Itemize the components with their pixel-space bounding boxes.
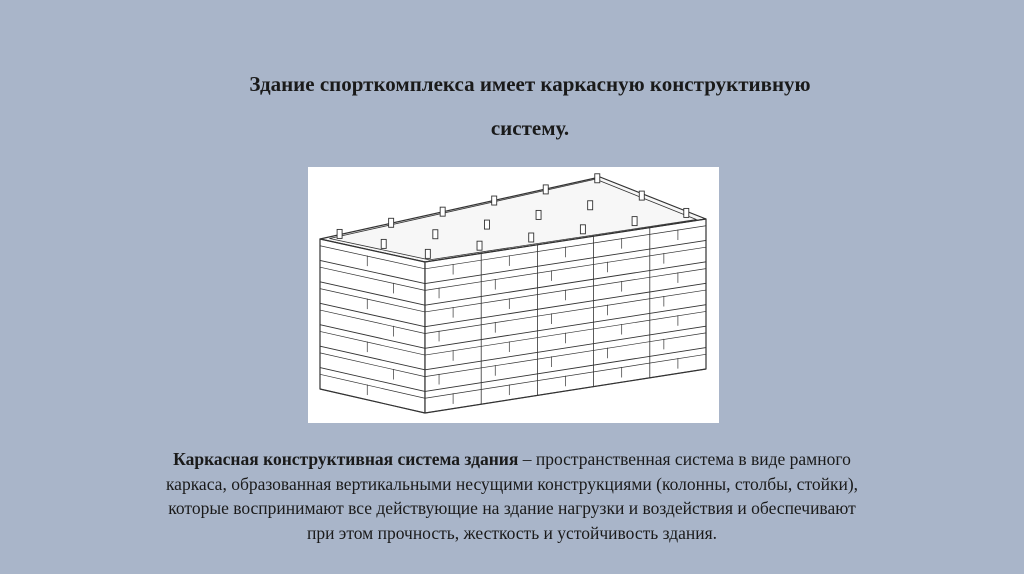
slide-title-line-2: систему. [490, 116, 570, 140]
definition-paragraph [60, 447, 964, 545]
column-stub [536, 210, 541, 219]
slide-title [120, 62, 940, 150]
column-stub [484, 220, 489, 229]
building-frame-figure [308, 167, 719, 423]
slide-title-line-1: Здание спорткомплекса имеет каркасную конструктивную [249, 72, 811, 96]
definition-line-3: которые воспринимают все действующие на здание нагрузки и воздействия и обеспечивают [168, 498, 856, 518]
definition-line-4: при этом прочность, жесткость и устойчивость здания. [306, 522, 718, 543]
column-stub [433, 230, 438, 239]
definition-line-2: каркаса, образованная вертикальными несущими конструкциями (колонны, столбы, стойки), [165, 473, 859, 494]
column-stub [440, 207, 445, 216]
column-stub [632, 217, 637, 226]
column-stub [684, 208, 689, 217]
column-stub [389, 218, 394, 227]
column-stub [543, 185, 548, 194]
column-stub [337, 229, 342, 238]
building-frame-illustration [308, 167, 719, 423]
column-stub [588, 201, 593, 210]
column-stub [580, 225, 585, 234]
definition-term: Каркасная конструктивная система здания [173, 449, 519, 469]
column-stub [595, 174, 600, 183]
column-stub [381, 239, 386, 248]
column-stub [639, 191, 644, 200]
definition-line-1: – пространственная система в виде рамного [518, 449, 851, 469]
column-stub [477, 241, 482, 250]
column-stub [425, 249, 430, 258]
column-stub [529, 233, 534, 242]
column-stub [492, 196, 497, 205]
